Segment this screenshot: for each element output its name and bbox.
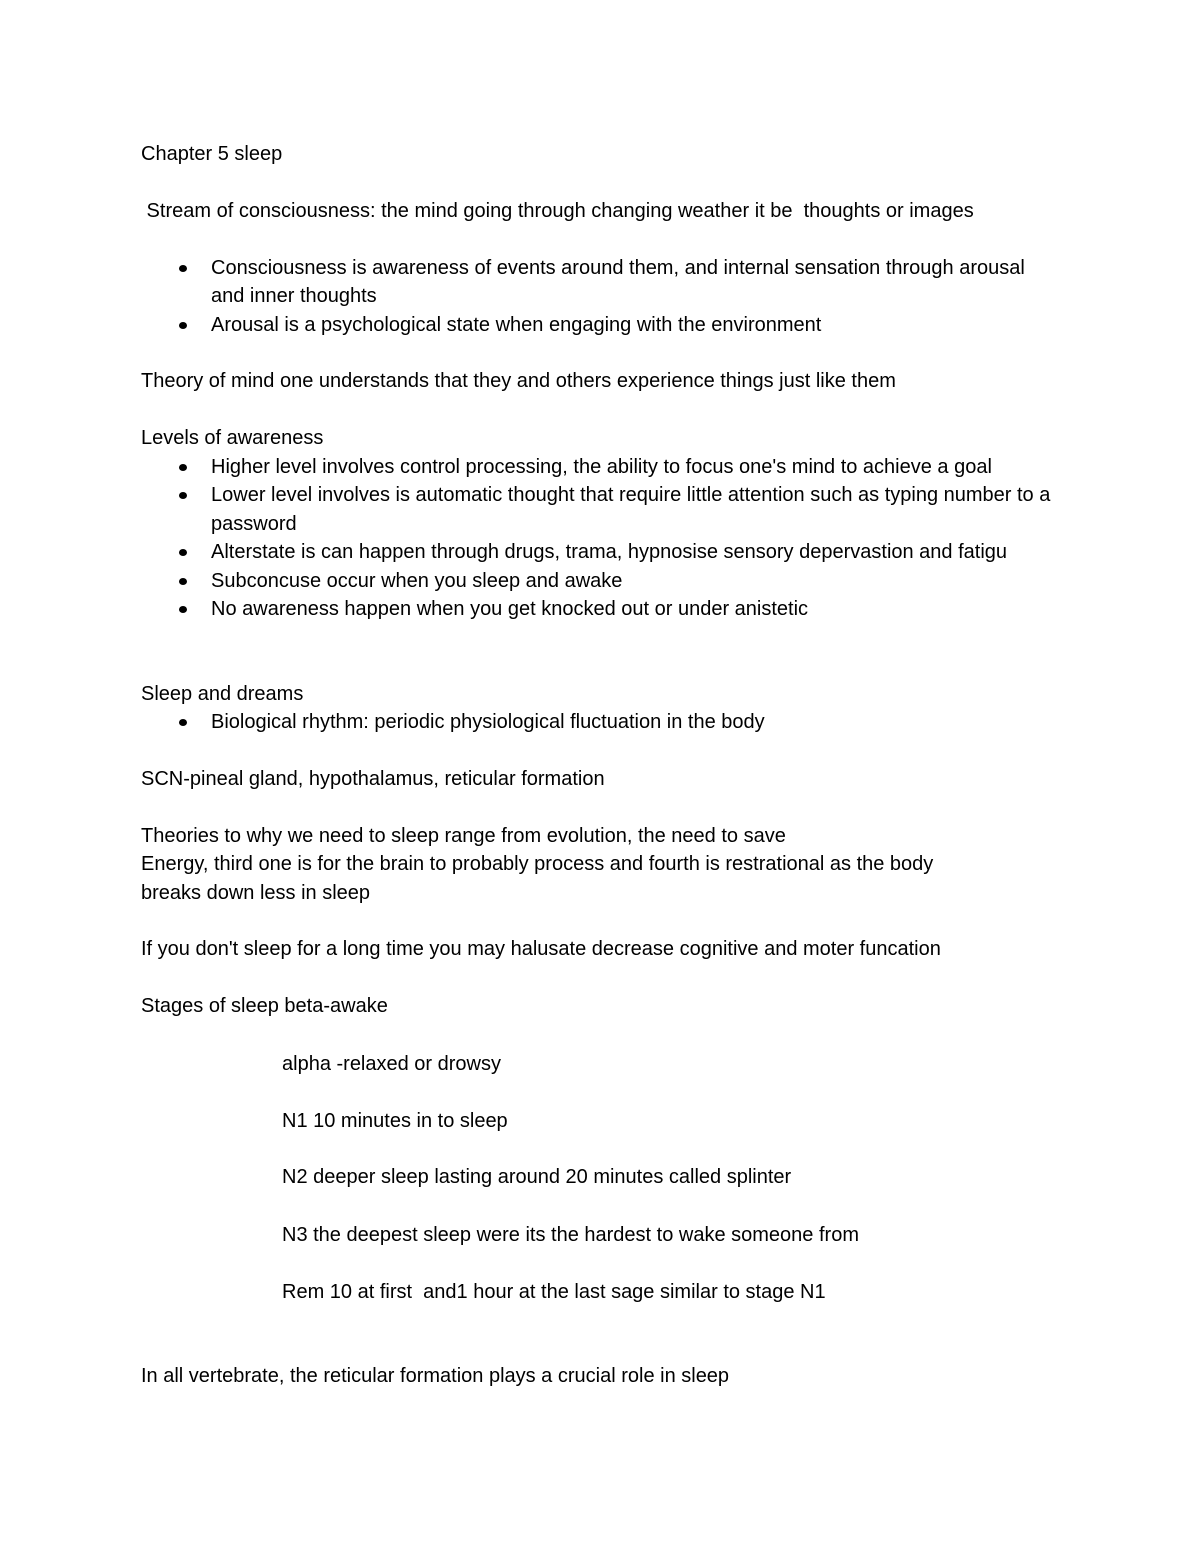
list-item-text: No awareness happen when you get knocked out or under anistetic bbox=[211, 598, 809, 621]
bullet-icon bbox=[179, 719, 187, 726]
list-item-text: Alterstate is can happen through drugs, trama, hypnosise sensory depervastion and fatigu bbox=[211, 541, 1008, 564]
list-item bbox=[0, 538, 1061, 566]
stage-alpha: alpha -relaxed or drowsy bbox=[282, 1053, 501, 1075]
list-item bbox=[0, 311, 1061, 339]
deprivation-paragraph: If you don't sleep for a long time you may halusate decrease cognitive and moter funcation bbox=[141, 938, 941, 960]
bullet-icon bbox=[179, 578, 187, 585]
stream-paragraph: Stream of consciousness: the mind going through changing weather it be thoughts or images bbox=[141, 200, 974, 222]
closing-paragraph: In all vertebrate, the reticular formation plays a crucial role in sleep bbox=[141, 1365, 730, 1387]
list-item-text: Arousal is a psychological state when engaging with the environment bbox=[211, 313, 822, 336]
levels-list bbox=[0, 453, 1061, 623]
list-item bbox=[0, 595, 1061, 623]
sleep-heading: Sleep and dreams bbox=[141, 683, 304, 705]
bullet-icon bbox=[179, 322, 187, 329]
scn-paragraph: SCN-pineal gland, hypothalamus, reticular formation bbox=[141, 768, 605, 790]
bullet-icon bbox=[179, 606, 187, 613]
list-item-text: Higher level involves control processing, the ability to focus one's mind to achieve a goal bbox=[211, 456, 992, 478]
consciousness-list bbox=[0, 254, 1061, 339]
stage-n1: N1 10 minutes in to sleep bbox=[282, 1110, 508, 1132]
theories-line-2: Energy, third one is for the brain to probably process and fourth is restrational as the body bbox=[141, 853, 934, 875]
bullet-icon bbox=[179, 492, 187, 499]
list-item-text: Biological rhythm: periodic physiological fluctuation in the body bbox=[211, 711, 765, 733]
bullet-icon bbox=[179, 549, 187, 556]
stage-rem: Rem 10 at first and1 hour at the last sage similar to stage N1 bbox=[282, 1281, 826, 1303]
bullet-icon bbox=[179, 464, 187, 471]
list-item bbox=[0, 453, 1061, 481]
theories-line-1: Theories to why we need to sleep range from evolution, the need to save bbox=[141, 825, 786, 847]
sleep-list bbox=[0, 708, 1061, 736]
list-item bbox=[0, 567, 1061, 595]
page-title: Chapter 5 sleep bbox=[141, 143, 283, 165]
levels-heading: Levels of awareness bbox=[141, 427, 324, 449]
list-item bbox=[0, 708, 1061, 736]
stages-heading: Stages of sleep beta-awake bbox=[141, 995, 388, 1017]
list-item-text: Subconcuse occur when you sleep and awake bbox=[211, 569, 623, 592]
list-item-text: Lower level involves is automatic thought that require little attention such as typing number to a password bbox=[211, 484, 1051, 535]
theories-line-3: breaks down less in sleep bbox=[141, 882, 371, 904]
stage-n2: N2 deeper sleep lasting around 20 minutes called splinter bbox=[282, 1166, 792, 1188]
list-item bbox=[0, 254, 1061, 311]
theory-of-mind-paragraph: Theory of mind one understands that they and others experience things just like them bbox=[141, 370, 896, 392]
stage-n3: N3 the deepest sleep were its the hardest to wake someone from bbox=[282, 1224, 859, 1246]
list-item bbox=[0, 481, 1061, 538]
bullet-icon bbox=[179, 265, 187, 272]
list-item-text: Consciousness is awareness of events around them, and internal sensation through arousal and inner thoughts bbox=[211, 257, 1025, 308]
